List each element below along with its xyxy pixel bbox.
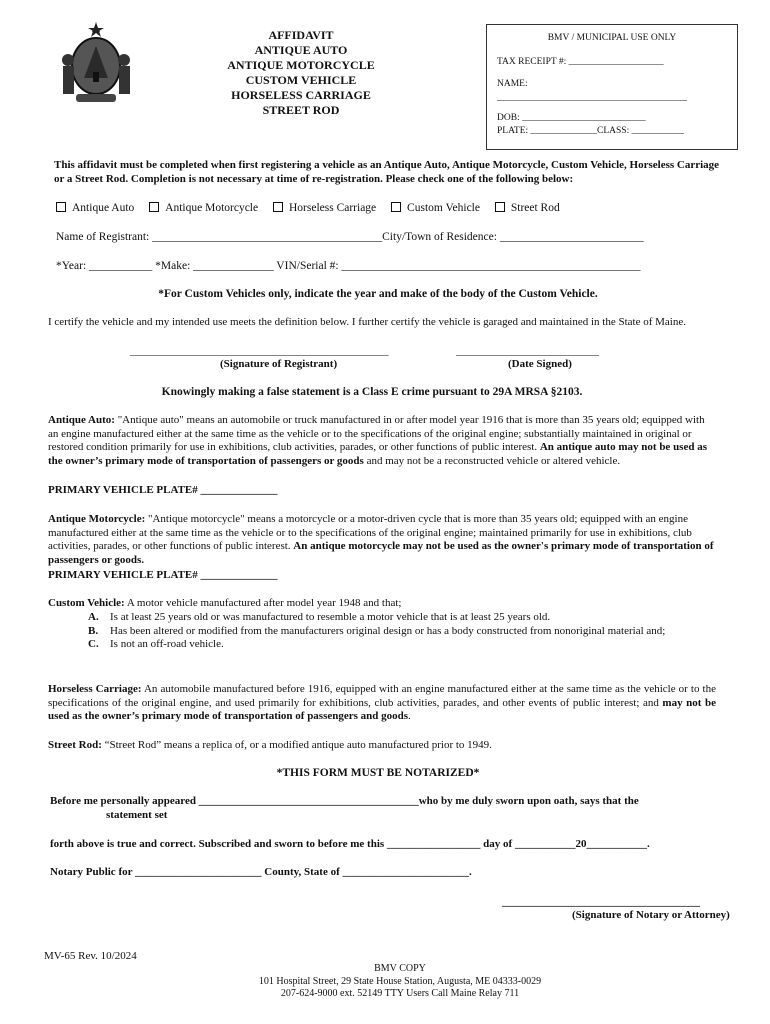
notary-signature-line[interactable]: ____________________________________ <box>502 896 700 908</box>
custom-vehicle-criteria <box>88 611 716 652</box>
vehicle-type-options <box>56 202 572 214</box>
date-signed-line[interactable]: __________________________ <box>456 345 599 357</box>
title-line: AFFIDAVIT <box>268 28 334 42</box>
plate-class-field[interactable]: PLATE: ______________CLASS: ___________ <box>497 126 684 136</box>
antique-auto-label: Antique Auto: <box>48 414 115 426</box>
footer-address: 101 Hospital Street, 29 State House Station, Augusta, ME 04333-0029 <box>258 975 542 987</box>
notary-statement-set: statement set <box>106 809 168 821</box>
checkbox-icon[interactable] <box>273 202 283 212</box>
notary-appeared-line[interactable]: Before me personally appeared ________________________________________who by me duly sworn upon oath, says that the <box>50 795 639 807</box>
registrant-signature-line[interactable]: _______________________________________________ <box>130 345 389 357</box>
registrant-field[interactable]: Name of Registrant: ________________________________________City/Town of Residence: _________________________ <box>56 231 644 243</box>
list-item: B. Has been altered or modified from the manufacturers original design or has a body constructed from nonoriginal material and; <box>88 624 666 637</box>
name-field[interactable]: ________________________________________ <box>497 93 687 103</box>
list-item: A. Is at least 25 years old or was manufactured to resemble a motor vehicle that is at least 25 years old. <box>88 611 551 623</box>
checkbox-icon[interactable] <box>495 202 505 212</box>
notary-county-state-line[interactable]: Notary Public for _______________________ County, State of _______________________. <box>50 866 472 878</box>
horseless-carriage-definition: Horseless Carriage: An automobile manufactured before 1916, equipped with an engine manufactured either at the same time as the vehicle or to the specifications of the original engine, and used primarily for exhibitions, club activities, parades, and other events of public interest; and may not be used as the owner’s primary mode of transportation of passengers and goods. <box>48 683 716 722</box>
footer-phone: 207-624-9000 ext. 52149 TTY Users Call Maine Relay 711 <box>280 988 520 999</box>
notary-signature-label: (Signature of Notary or Attorney) <box>572 909 730 921</box>
dob-field[interactable]: DOB: __________________________ <box>497 113 646 123</box>
year-make-vin-field[interactable]: *Year: ___________ *Make: ______________ VIN/Serial #: ____________________________________________________ <box>56 260 641 272</box>
form-id: MV-65 Rev. 10/2024 <box>44 950 137 962</box>
footer-copy: BMV COPY <box>374 963 426 974</box>
antique-motorcycle-label: Antique Motorcycle: <box>48 513 146 525</box>
custom-vehicle-label: Custom Vehicle: <box>48 597 125 609</box>
antique-auto-definition: Antique Auto: "Antique auto" means an automobile or truck manufactured in or after model year 1916 that is more than 35 years old; equipped with an engine manufactured either at the same time as the vehicle or to the specifications of the original engine; substantially maintained in original or restored condition primarily for use in exhibitions, club activities, parades, or other functions of public interest. An antique auto may not be used as the owner’s primary mode of transportation of passengers or goods and may not be a reconstructed vehicle or altered vehicle. <box>48 414 707 467</box>
option-antique-auto[interactable]: Antique Auto <box>56 202 134 214</box>
option-custom-vehicle[interactable]: Custom Vehicle <box>391 202 480 214</box>
custom-vehicle-definition: Custom Vehicle: A motor vehicle manufactured after model year 1948 and that; <box>48 597 402 609</box>
office-use-title: BMV / MUNICIPAL USE ONLY <box>547 33 677 43</box>
street-rod-label: Street Rod: <box>48 739 102 751</box>
intro-text: This affidavit must be completed when first registering a vehicle as an Antique Auto, Antique Motorcycle, Custom Vehicle, Horseless Carriage or a Street Rod. Completion is not necessary at time of re-registration. Please check one of the following below: <box>54 159 720 185</box>
title-line: HORSELESS CARRIAGE <box>231 88 371 102</box>
certify-text: I certify the vehicle and my intended use meets the definition below. I further certify the vehicle is garaged and maintained in the State of Maine. <box>48 316 686 328</box>
antique-auto-restriction: An antique auto may not be used as the owner’s primary mode of transportation of passengers or goods <box>48 441 707 467</box>
title-line: CUSTOM VEHICLE <box>245 73 357 87</box>
maine-state-seal-icon <box>56 22 136 106</box>
option-antique-motorcycle[interactable]: Antique Motorcycle <box>149 202 258 214</box>
antique-motorcycle-definition: Antique Motorcycle: "Antique motorcycle" means a motorcycle or a motor-driven cycle that is more than 35 years old; equipped with an engine manufactured either at the same time as the vehicle or to the specifications of the original engine; maintained primarily for use in exhibitions, club activities, parades, or other functions of public interest. An antique motorcycle may not be used as the owner's primary mode of transportation of passengers or goods. <box>48 513 714 566</box>
checkbox-icon[interactable] <box>391 202 401 212</box>
option-street-rod[interactable]: Street Rod <box>495 202 560 214</box>
form-title <box>196 28 406 118</box>
title-line: ANTIQUE AUTO <box>254 43 348 57</box>
date-signed-label: (Date Signed) <box>508 358 572 370</box>
horseless-carriage-restriction: may not be used as the owner’s primary mode of transportation of passengers and goods <box>48 696 716 722</box>
footer-address-block <box>200 963 600 1001</box>
title-line: ANTIQUE MOTORCYCLE <box>227 58 375 72</box>
custom-vehicle-note: *For Custom Vehicles only, indicate the year and make of the body of the Custom Vehicle. <box>158 288 598 300</box>
false-statement-warning: Knowingly making a false statement is a Class E crime pursuant to 29A MRSA §2103. <box>161 386 583 398</box>
registrant-signature-label: (Signature of Registrant) <box>220 358 338 370</box>
antique-motorcycle-plate-field[interactable]: PRIMARY VEHICLE PLATE# ______________ <box>48 569 278 581</box>
checkbox-icon[interactable] <box>149 202 159 212</box>
list-item: C. Is not an off-road vehicle. <box>88 638 224 650</box>
title-line: STREET ROD <box>262 103 340 117</box>
tax-receipt-field[interactable]: TAX RECEIPT #: ____________________ <box>497 57 664 67</box>
horseless-carriage-label: Horseless Carriage: <box>48 683 142 695</box>
checkbox-icon[interactable] <box>56 202 66 212</box>
notarized-notice: *THIS FORM MUST BE NOTARIZED* <box>276 767 480 779</box>
option-horseless-carriage[interactable]: Horseless Carriage <box>273 202 376 214</box>
street-rod-definition: Street Rod: “Street Rod” means a replica of, or a modified antique auto manufactured prior to 1949. <box>48 739 492 751</box>
antique-motorcycle-restriction: An antique motorcycle may not be used as the owner's primary mode of transportation of passengers or goods. <box>48 540 714 566</box>
name-label: NAME: <box>497 79 528 89</box>
notary-sworn-date-line[interactable]: forth above is true and correct. Subscribed and sworn to before me this _________________ day of ___________20___________. <box>50 838 650 850</box>
office-use-box <box>486 24 738 150</box>
antique-auto-plate-field[interactable]: PRIMARY VEHICLE PLATE# ______________ <box>48 484 278 496</box>
